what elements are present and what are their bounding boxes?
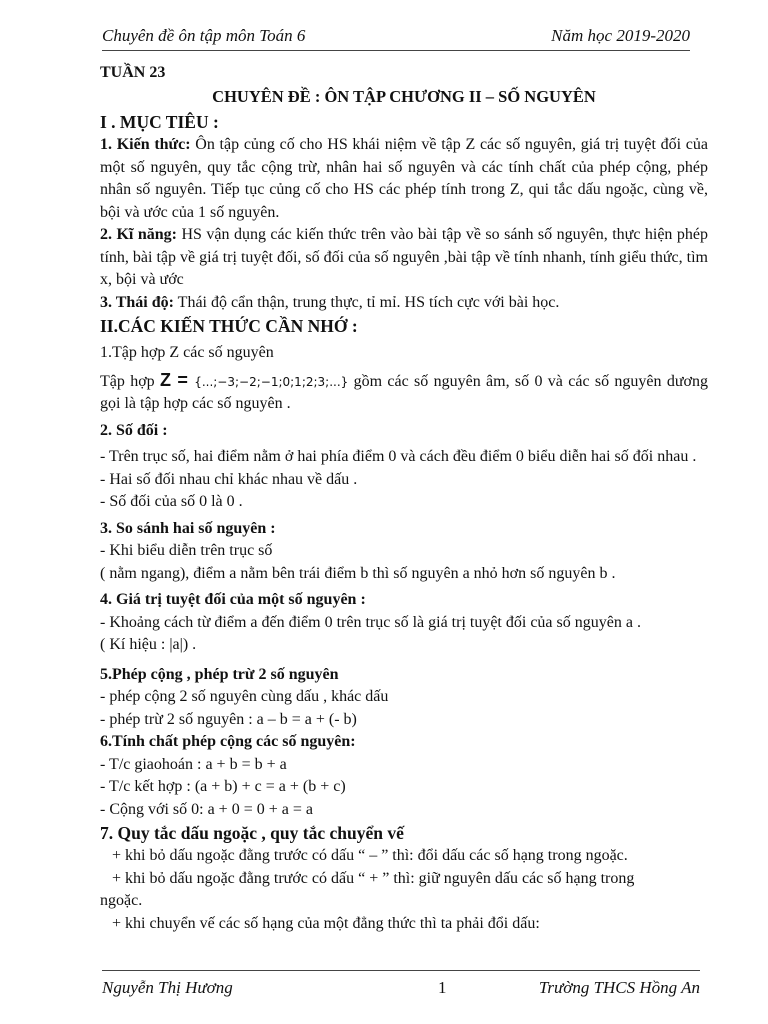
item2-line1: - Trên trục số, hai điểm nằm ở hai phía điểm 0 và cách đều điểm 0 biểu diễn hai số đối nhau . <box>100 448 697 465</box>
page-header <box>102 22 690 51</box>
item1-text <box>100 369 708 416</box>
item6-line3: - Cộng với số 0: a + 0 = 0 + a = a <box>100 800 313 818</box>
item4-line2: ( Kí hiệu : |a|) . <box>100 636 197 653</box>
objective-attitude <box>100 292 708 315</box>
header-school-year: Năm học 2019-2020 <box>551 26 690 45</box>
item4-line1: - Khoảng cách từ điểm a đến điểm 0 trên trục số là giá trị tuyệt đối của số nguyên a . <box>100 613 641 631</box>
document-body <box>100 62 708 935</box>
knowledge-text: Ôn tập củng cố cho HS khái niệm về tập Z các số nguyên, giá trị tuyệt đối của một số nguyên, quy tắc cộng trừ, nhân hai số nguyên và các tính chất của phép cộng, phép nhân số nguyên. Tiếp tục củng cố cho HS các phép tính trong Z, qui tắc dấu ngoặc, cùng về, bội và ước của 1 số nguyên. <box>100 136 708 221</box>
item5-line1: - phép cộng 2 số nguyên cùng dấu , khác dấu <box>100 688 389 705</box>
header-doc-title: Chuyên đề ôn tập môn Toán 6 <box>102 26 306 45</box>
attitude-label: 3. Thái độ: <box>100 293 174 311</box>
page-number: 1 <box>438 978 447 997</box>
item1-post: gồm các số nguyên âm, số 0 và các số nguyên dương gọi là tập hợp các số nguyên . <box>100 372 708 412</box>
item7-line2-cont: ngoặc. <box>100 892 143 909</box>
footer-school: Trường THCS Hồng An <box>538 978 700 997</box>
item6-title: 6.Tính chất phép cộng các số nguyên: <box>100 733 356 750</box>
item2-line3: - Số đối của số 0 là 0 . <box>100 493 243 510</box>
objective-skills <box>100 224 708 292</box>
item3-title: 3. So sánh hai số nguyên : <box>100 519 276 537</box>
item7-line3: + khi chuyển vế các số hạng của một đẳng thức thì ta phải đổi dấu: <box>112 914 540 932</box>
skills-label: 2. Kĩ năng: <box>100 226 177 243</box>
set-z-formula: {...;−3;−2;−1;0;1;2;3;...} <box>194 374 349 389</box>
week-label: TUẦN 23 <box>100 64 166 81</box>
knowledge-label: 1. Kiến thức: <box>100 136 191 153</box>
item1-title: 1.Tập hợp Z các số nguyên <box>100 344 274 361</box>
item4-title: 4. Giá trị tuyệt đối của một số nguyên : <box>100 591 366 608</box>
footer-author: Nguyễn Thị Hương <box>102 978 233 997</box>
topic-title: CHUYÊN ĐỀ : ÔN TẬP CHƯƠNG II – SỐ NGUYÊN <box>212 87 596 106</box>
objective-knowledge <box>100 134 708 224</box>
item7-line1: + khi bỏ dấu ngoặc đằng trước có dấu “ – ” thì: đổi dấu các số hạng trong ngoặc. <box>112 847 628 864</box>
item6-line1: - T/c giaohoán : a + b = b + a <box>100 755 287 773</box>
section-knowledge-title: II.CÁC KIẾN THỨC CẦN NHỚ : <box>100 316 358 336</box>
item2-line2: - Hai số đối nhau chỉ khác nhau về dấu . <box>100 470 358 488</box>
item2-title: 2. Số đối : <box>100 421 168 439</box>
set-z-symbol: Z = <box>160 369 195 390</box>
item6-line2: - T/c kết hợp : (a + b) + c = a + (b + c) <box>100 778 346 795</box>
item5-title: 5.Phép cộng , phép trừ 2 số nguyên <box>100 665 339 683</box>
item7-title: 7. Quy tắc dấu ngoặc , quy tắc chuyển vế <box>100 823 404 843</box>
item1-pre: Tập hợp <box>100 372 160 390</box>
item7-line2: + khi bỏ dấu ngoặc đằng trước có dấu “ + ” thì: giữ nguyên dấu các số hạng trong <box>112 869 635 887</box>
item3-line2: ( nằm ngang), điểm a nằm bên trái điểm b thì số nguyên a nhỏ hơn số nguyên b . <box>100 564 616 582</box>
page-footer <box>102 970 700 1001</box>
skills-text: HS vận dụng các kiến thức trên vào bài tập về so sánh số nguyên, thực hiện phép tính, bài tập về giá trị tuyệt đối, số đối của số nguyên ,bài tập về tính nhanh, tính giểu thức, tìm x, bội và ước <box>100 226 709 288</box>
item5-line2: - phép trừ 2 số nguyên : a – b = a + (- b) <box>100 710 357 728</box>
item3-line1: - Khi biểu diễn trên trục số <box>100 542 273 559</box>
section-objectives-title: I . MỤC TIÊU : <box>100 112 219 132</box>
attitude-text: Thái độ cẩn thận, trung thực, tỉ mỉ. HS tích cực với bài học. <box>173 293 560 311</box>
